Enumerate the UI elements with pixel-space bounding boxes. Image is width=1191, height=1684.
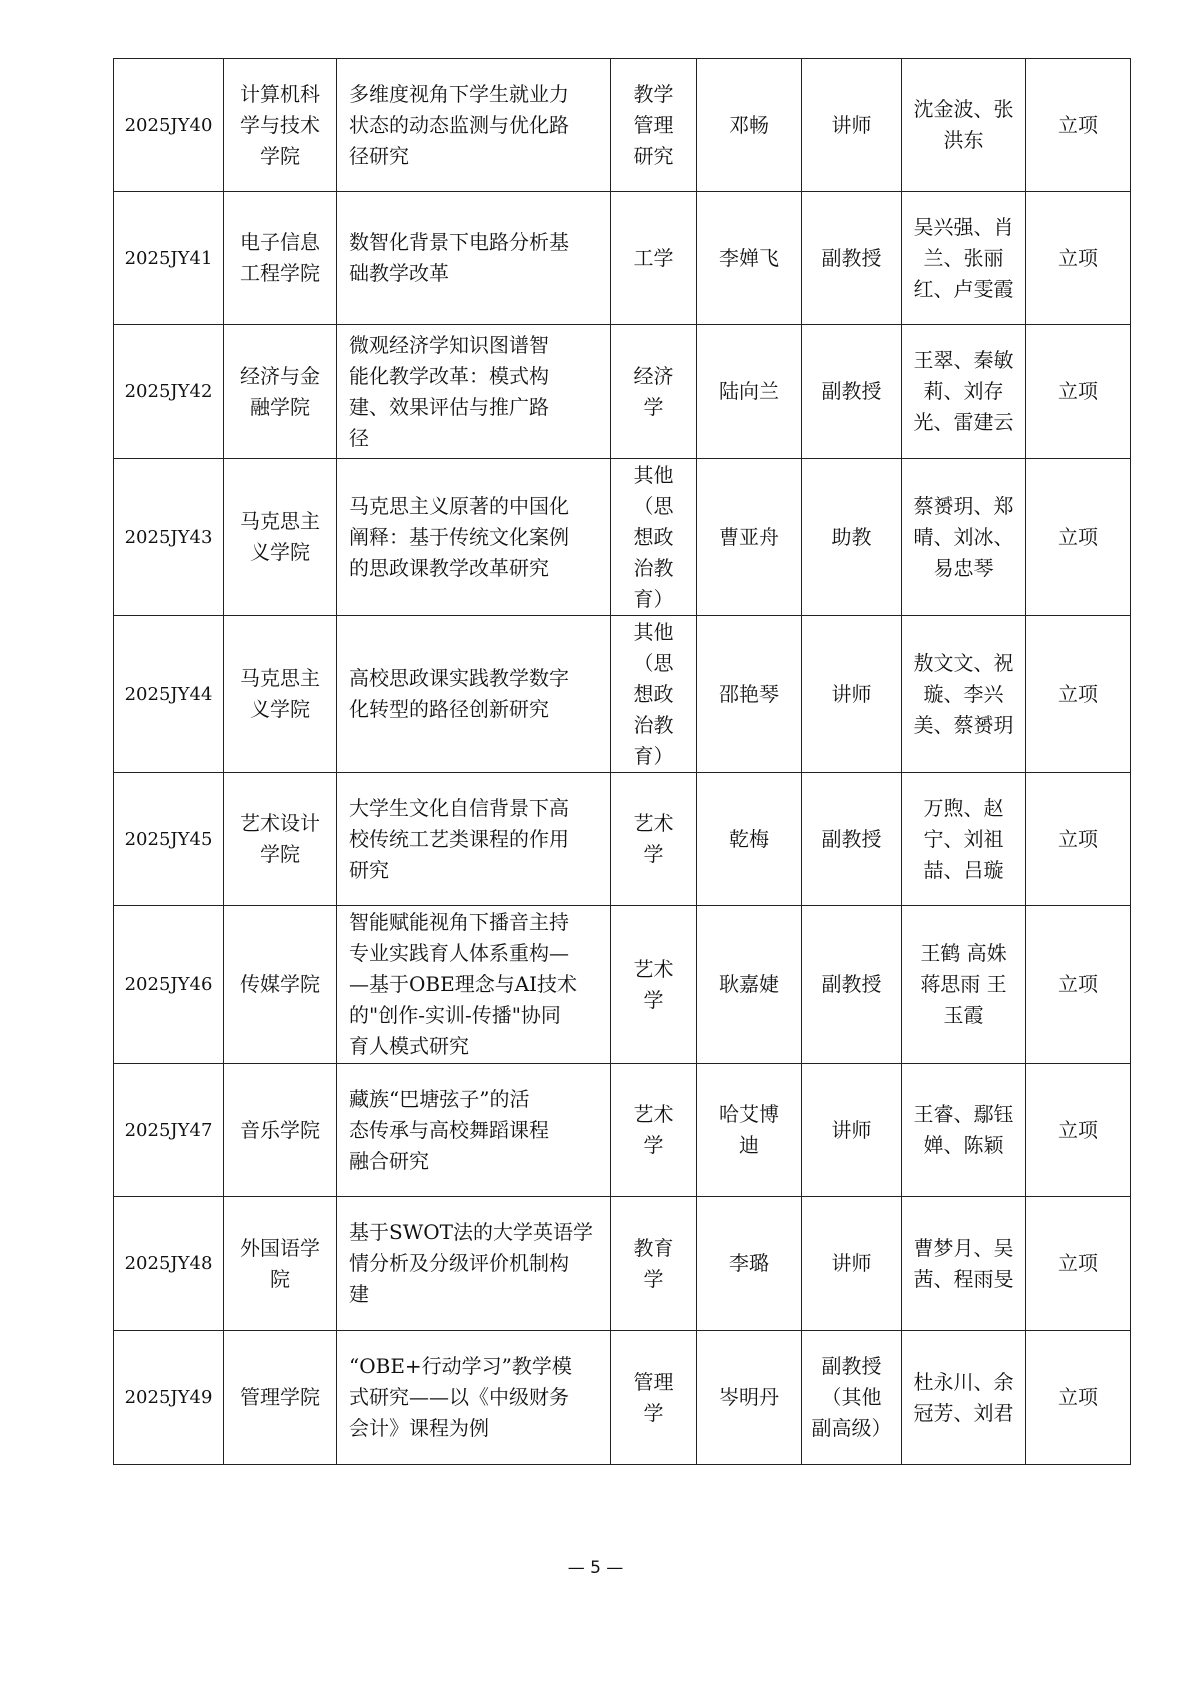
leader-rank: 助教: [802, 459, 902, 616]
discipline: 教育 学: [611, 1197, 697, 1331]
project-leader: 哈艾博 迪: [697, 1064, 802, 1197]
college: 艺术设计 学院: [224, 773, 337, 906]
leader-rank: 讲师: [802, 616, 902, 773]
college: 经济与金 融学院: [224, 325, 337, 459]
college: 音乐学院: [224, 1064, 337, 1197]
project-title: 马克思主义原著的中国化 阐释：基于传统文化案例 的思政课教学改革研究: [337, 459, 611, 616]
project-id: 2025JY42: [114, 325, 224, 459]
project-leader: 邵艳琴: [697, 616, 802, 773]
project-leader: 岑明丹: [697, 1331, 802, 1465]
team-members: 杜永川、余 冠芳、刘君: [902, 1331, 1026, 1465]
discipline: 艺术 学: [611, 1064, 697, 1197]
team-members: 敖文文、祝 璇、李兴 美、蔡赟玥: [902, 616, 1026, 773]
team-members: 王鹤 高姝 蒋思雨 王 玉霞: [902, 906, 1026, 1064]
leader-rank: 讲师: [802, 1064, 902, 1197]
project-id: 2025JY47: [114, 1064, 224, 1197]
project-id: 2025JY48: [114, 1197, 224, 1331]
college: 电子信息 工程学院: [224, 192, 337, 325]
team-members: 蔡赟玥、郑 晴、刘冰、 易忠琴: [902, 459, 1026, 616]
table-row: [114, 192, 1131, 325]
project-title: 藏族“巴塘弦子”的活 态传承与高校舞蹈课程 融合研究: [337, 1064, 611, 1197]
college: 管理学院: [224, 1331, 337, 1465]
approval-status: 立项: [1026, 192, 1131, 325]
team-members: 万煦、赵 宁、刘祖 喆、吕璇: [902, 773, 1026, 906]
college: 马克思主 义学院: [224, 616, 337, 773]
discipline: 教学 管理 研究: [611, 59, 697, 192]
table-row: [114, 59, 1131, 192]
project-title: “OBE+行动学习”教学模 式研究——以《中级财务 会计》课程为例: [337, 1331, 611, 1465]
discipline: 经济 学: [611, 325, 697, 459]
leader-rank: 副教授: [802, 773, 902, 906]
leader-rank: 副教授 （其他 副高级）: [802, 1331, 902, 1465]
page-number: — 5 —: [567, 1558, 624, 1578]
project-leader: 陆向兰: [697, 325, 802, 459]
approval-status: 立项: [1026, 1064, 1131, 1197]
approval-status: 立项: [1026, 773, 1131, 906]
leader-rank: 副教授: [802, 192, 902, 325]
table-row: [114, 906, 1131, 1064]
project-leader: 耿嘉婕: [697, 906, 802, 1064]
project-title: 基于SWOT法的大学英语学 情分析及分级评价机制构 建: [337, 1197, 611, 1331]
table-row: [114, 325, 1131, 459]
project-id: 2025JY49: [114, 1331, 224, 1465]
project-id: 2025JY43: [114, 459, 224, 616]
discipline: 艺术 学: [611, 906, 697, 1064]
project-id: 2025JY46: [114, 906, 224, 1064]
leader-rank: 讲师: [802, 1197, 902, 1331]
team-members: 王翠、秦敏 莉、刘存 光、雷建云: [902, 325, 1026, 459]
college: 计算机科 学与技术 学院: [224, 59, 337, 192]
approval-status: 立项: [1026, 459, 1131, 616]
project-title: 数智化背景下电路分析基 础教学改革: [337, 192, 611, 325]
discipline: 艺术 学: [611, 773, 697, 906]
team-members: 沈金波、张 洪东: [902, 59, 1026, 192]
project-id: 2025JY40: [114, 59, 224, 192]
table-row: [114, 1331, 1131, 1465]
project-leader: 李婵飞: [697, 192, 802, 325]
table-row: [114, 459, 1131, 616]
discipline: 工学: [611, 192, 697, 325]
leader-rank: 讲师: [802, 59, 902, 192]
project-title: 高校思政课实践教学数字 化转型的路径创新研究: [337, 616, 611, 773]
project-title: 微观经济学知识图谱智 能化教学改革：模式构 建、效果评估与推广路 径: [337, 325, 611, 459]
college: 外国语学 院: [224, 1197, 337, 1331]
table-row: [114, 773, 1131, 906]
approval-status: 立项: [1026, 616, 1131, 773]
table-row: [114, 1197, 1131, 1331]
team-members: 吴兴强、肖 兰、张丽 红、卢雯霞: [902, 192, 1026, 325]
project-id: 2025JY41: [114, 192, 224, 325]
project-leader: 邓畅: [697, 59, 802, 192]
discipline: 其他 （思 想政 治教 育）: [611, 459, 697, 616]
approval-status: 立项: [1026, 325, 1131, 459]
college: 马克思主 义学院: [224, 459, 337, 616]
table-row: [114, 616, 1131, 773]
approval-status: 立项: [1026, 1331, 1131, 1465]
table-row: [114, 1064, 1131, 1197]
project-leader: 乾梅: [697, 773, 802, 906]
college: 传媒学院: [224, 906, 337, 1064]
project-table: [113, 58, 1131, 1465]
project-title: 大学生文化自信背景下高 校传统工艺类课程的作用 研究: [337, 773, 611, 906]
approval-status: 立项: [1026, 59, 1131, 192]
project-leader: 李璐: [697, 1197, 802, 1331]
leader-rank: 副教授: [802, 906, 902, 1064]
project-leader: 曹亚舟: [697, 459, 802, 616]
project-id: 2025JY45: [114, 773, 224, 906]
approval-status: 立项: [1026, 1197, 1131, 1331]
project-title: 智能赋能视角下播音主持 专业实践育人体系重构— —基于OBE理念与AI技术 的"创作-实训-传播"协同 育人模式研究: [337, 906, 611, 1064]
discipline: 管理 学: [611, 1331, 697, 1465]
leader-rank: 副教授: [802, 325, 902, 459]
team-members: 曹梦月、吴 茜、程雨旻: [902, 1197, 1026, 1331]
project-title: 多维度视角下学生就业力 状态的动态监测与优化路 径研究: [337, 59, 611, 192]
team-members: 王睿、鄢钰 婵、陈颖: [902, 1064, 1026, 1197]
approval-status: 立项: [1026, 906, 1131, 1064]
discipline: 其他 （思 想政 治教 育）: [611, 616, 697, 773]
project-id: 2025JY44: [114, 616, 224, 773]
